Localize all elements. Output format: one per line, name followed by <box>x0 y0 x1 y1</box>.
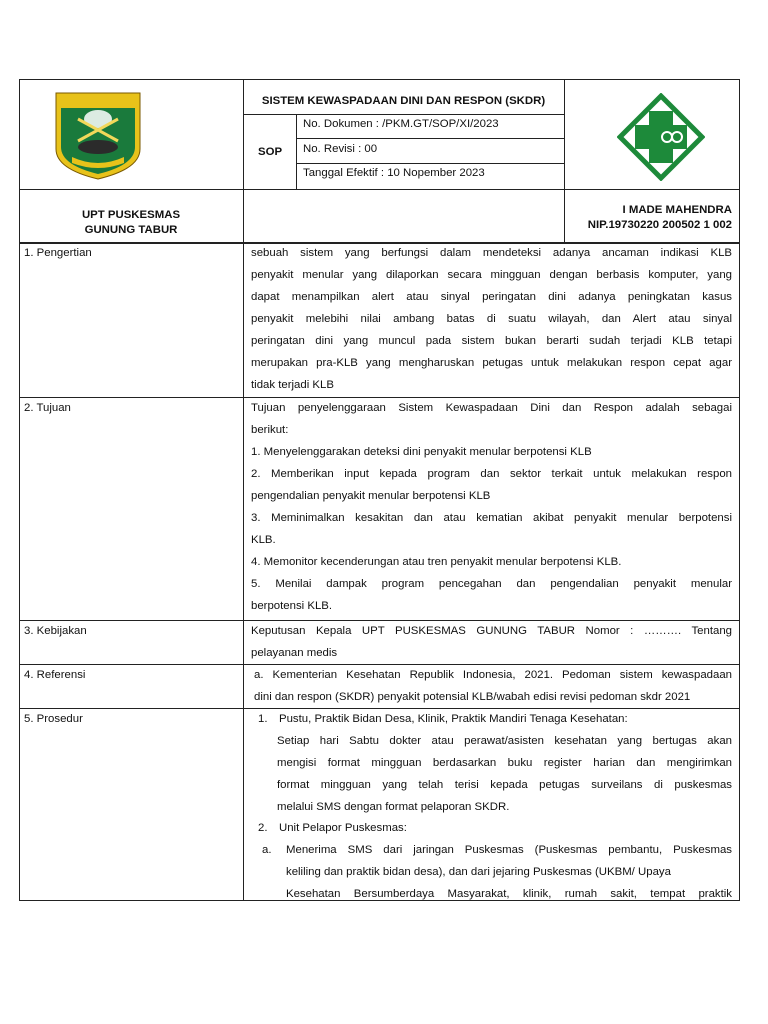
regional-emblem-logo <box>52 89 144 181</box>
section-label-pengertian: 1. Pengertian <box>24 247 92 259</box>
section-label-referensi: 4. Referensi <box>24 669 86 681</box>
prosedur-item2-number: 2. <box>258 822 268 834</box>
prosedur-item2-title: Unit Pelapor Puskesmas: <box>279 822 407 834</box>
sop-label: SOP <box>258 146 283 158</box>
prosedur-item1-title: Pustu, Praktik Bidan Desa, Klinik, Praktik Mandiri Tenaga Kesehatan: <box>279 713 628 725</box>
signer-nip: NIP.19730220 200502 1 002 <box>587 219 732 231</box>
section-label-prosedur: 5. Prosedur <box>24 713 83 725</box>
document-title: SISTEM KEWASPADAAN DINI DAN RESPON (SKDR) <box>261 95 546 107</box>
prosedur-sub-a-marker: a. <box>262 844 272 856</box>
prosedur-sub-a-body: Menerima SMS dari jaringan Puskesmas (Puskesmas pembantu, Puskesmas keliling dan praktik bidan desa), dan dari jejaring Puskesmas (UKBM/ Upaya Kesehatan Bersumberdaya Masyarakat, klinik, rumah sakit, tempat praktik <box>286 844 732 900</box>
document-number: No. Dokumen : /PKM.GT/SOP/XI/2023 <box>303 118 499 130</box>
organization-name-line2: GUNUNG TABUR <box>84 224 178 236</box>
section-body-kebijakan: Keputusan Kepala UPT PUSKESMAS GUNUNG TABUR Nomor : ………. Tentang pelayanan medis <box>251 625 732 659</box>
section-body-tujuan: Tujuan penyelenggaraan Sistem Kewaspadaan Dini dan Respon adalah sebagai berikut: 1. Menyelenggarakan deteksi dini penyakit menular berpotensi KLB 2. Memberikan input kepada program dan sektor terkait untuk melakukan respon pengendalian penyakit menular berpotensi KLB 3. Meminimalkan kesakitan dan atau kematian akibat penyakit menular berpotensi KLB. 4. Memonitor kecenderungan atau tren penyakit menular berpotensi KLB. 5. Menilai dampak program pencegahan dan pengendalian penyakit menular berpotensi KLB. <box>251 402 732 612</box>
section-label-kebijakan: 3. Kebijakan <box>24 625 87 637</box>
prosedur-item1-number: 1. <box>258 713 268 725</box>
section-body-referensi: a. Kementerian Kesehatan Republik Indonesia, 2021. Pedoman sistem kewaspadaan dini dan respon (SKDR) penyakit potensial KLB/wabah edisi revisi pedoman skdr 2021 <box>254 669 732 703</box>
section-label-tujuan: 2. Tujuan <box>24 402 71 414</box>
prosedur-item1-body: Setiap hari Sabtu dokter atau perawat/asisten kesehatan yang bertugas akan mengisi format mingguan berdasarkan buku register harian dan mengirimkan format mingguan yang telah terisi kepada petugas surveilans di puskesmas melalui SMS dengan format pelaporan SKDR. <box>277 735 732 813</box>
section-body-pengertian: sebuah sistem yang berfungsi dalam mendeteksi adanya ancaman indikasi KLB penyakit menular yang dilaporkan secara mingguan dengan berbasis komputer, yang dapat menampilkan alert atau sinyal peringatan dini adanya peningkatan kasus penyakit melebihi nilai ambang batas di suatu wilayah, dan Alert atau sinyal peringatan dini yang muncul pada sistem bukan berarti sudah terjadi KLB tetapi merupakan pra-KLB yang mengharuskan petugas untuk melakukan respon cepat agar tidak terjadi KLB <box>251 247 732 391</box>
health-cross-logo <box>617 93 705 181</box>
effective-date: Tanggal Efektif : 10 Nopember 2023 <box>303 167 485 179</box>
revision-number: No. Revisi : 00 <box>303 143 378 155</box>
signer-name: I MADE MAHENDRA <box>622 204 732 216</box>
organization-name-line1: UPT PUSKESMAS <box>81 209 181 221</box>
